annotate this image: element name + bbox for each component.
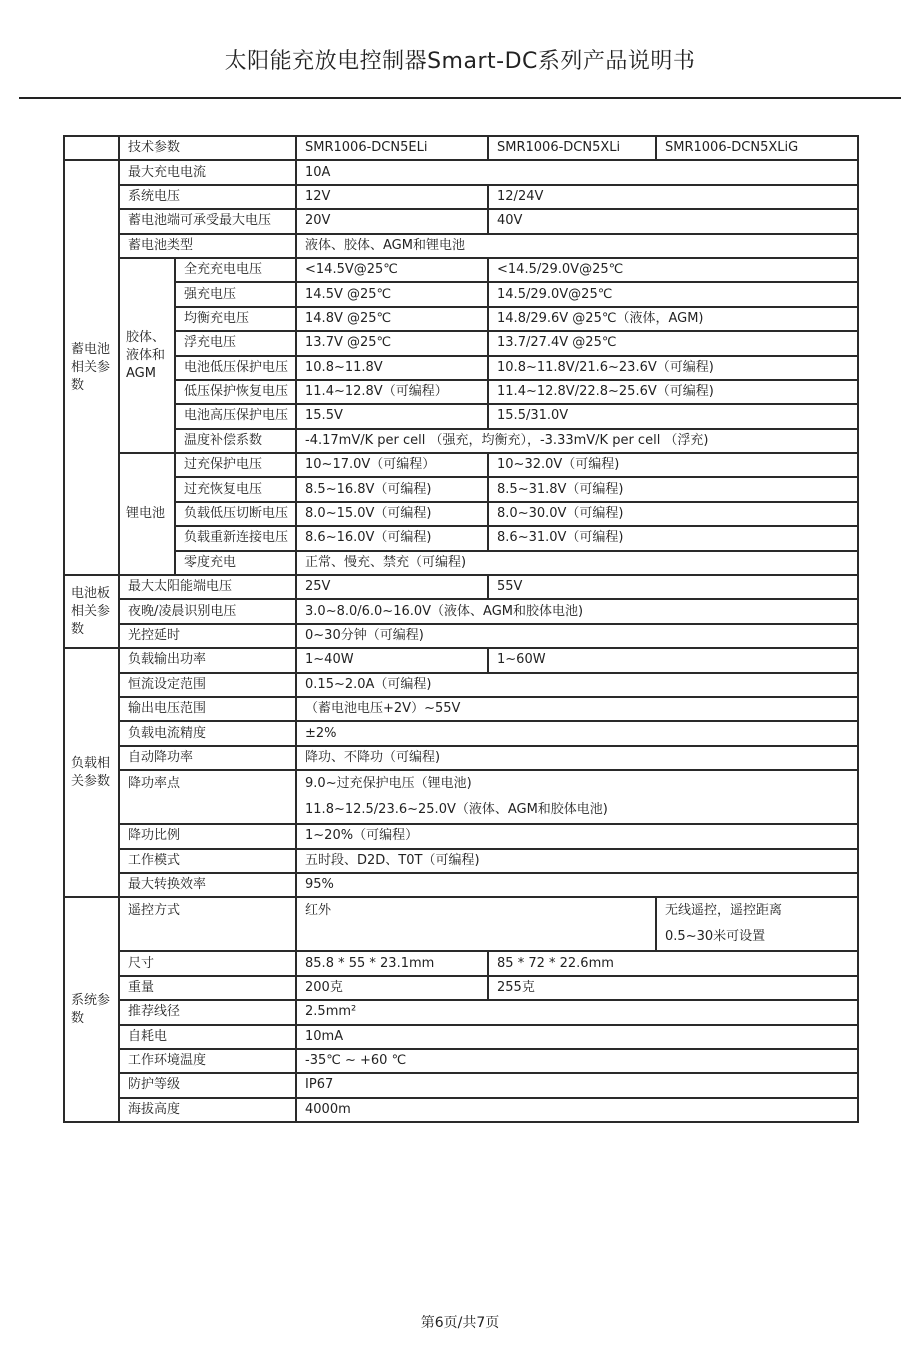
row-value-1: 14.5V @25℃	[296, 282, 488, 306]
row-label: 强充电压	[175, 282, 296, 306]
row-value-1: 85.8 * 55 * 23.1mm	[296, 951, 488, 975]
row-label: 工作环境温度	[119, 1049, 296, 1073]
row-label: 浮充电压	[175, 331, 296, 355]
row-value-2: 14.8/29.6V @25℃（液体，AGM)	[488, 307, 858, 331]
row-value: 2.5mm²	[296, 1000, 858, 1024]
row-value-2: 8.0~30.0V（可编程)	[488, 502, 858, 526]
row-value-2: 15.5/31.0V	[488, 404, 858, 428]
subgroup-lithium: 锂电池	[119, 453, 175, 575]
table-row	[64, 897, 858, 951]
row-value-2: 8.6~31.0V（可编程)	[488, 526, 858, 550]
page-title: 太阳能充放电控制器Smart-DC系列产品说明书	[224, 49, 696, 74]
row-label: 低压保护恢复电压	[175, 380, 296, 404]
row-label: 最大太阳能端电压	[119, 575, 296, 599]
row-label: 电池低压保护电压	[175, 356, 296, 380]
row-value: 95%	[296, 873, 858, 897]
header-model-1: SMR1006-DCN5ELi	[296, 136, 488, 160]
table-row	[64, 526, 858, 550]
table-row	[64, 976, 858, 1000]
row-label: 负载输出功率	[119, 648, 296, 672]
header-model-2: SMR1006-DCN5XLi	[488, 136, 656, 160]
row-value-2: 40V	[488, 209, 858, 233]
row-value: 液体、胶体、AGM和锂电池	[296, 234, 858, 258]
row-value: -35℃ ~ +60 ℃	[296, 1049, 858, 1073]
row-value-1: 15.5V	[296, 404, 488, 428]
row-label: 零度充电	[175, 551, 296, 575]
row-value-2: 85 * 72 * 22.6mm	[488, 951, 858, 975]
table-row	[64, 624, 858, 648]
header-label: 技术参数	[119, 136, 296, 160]
table-row	[64, 477, 858, 501]
header-empty-cell	[64, 136, 119, 160]
row-value-2: 10.8~11.8V/21.6~23.6V（可编程)	[488, 356, 858, 380]
table-row	[64, 599, 858, 623]
row-value-1: 20V	[296, 209, 488, 233]
row-value-1: <14.5V@25℃	[296, 258, 488, 282]
row-value: 10A	[296, 160, 858, 184]
row-value-2: 55V	[488, 575, 858, 599]
table-header-row	[64, 136, 858, 160]
group-system: 系统参数	[64, 897, 119, 1122]
table-row	[64, 185, 858, 209]
table-row	[64, 1000, 858, 1024]
row-value: 3.0~8.0/6.0~16.0V（液体、AGM和胶体电池)	[296, 599, 858, 623]
table-row	[64, 160, 858, 184]
table-row	[64, 746, 858, 770]
title-divider	[19, 97, 901, 99]
row-value-1: 8.6~16.0V（可编程)	[296, 526, 488, 550]
row-value-2: 255克	[488, 976, 858, 1000]
remote-wireless-line-1: 无线遥控，遥控距离	[665, 903, 783, 919]
derate-point-line-2: 11.8~12.5/23.6~25.0V（液体、AGM和胶体电池)	[305, 802, 608, 818]
row-value-1: 13.7V @25℃	[296, 331, 488, 355]
table-row	[64, 648, 858, 672]
row-value: 10mA	[296, 1025, 858, 1049]
row-label: 过充恢复电压	[175, 477, 296, 501]
row-label: 海拔高度	[119, 1098, 296, 1122]
row-value-2: 14.5/29.0V@25℃	[488, 282, 858, 306]
row-label: 恒流设定范围	[119, 673, 296, 697]
table-row	[64, 575, 858, 599]
row-label: 输出电压范围	[119, 697, 296, 721]
row-value: ±2%	[296, 721, 858, 745]
row-label: 重量	[119, 976, 296, 1000]
row-value-1: 10~17.0V（可编程）	[296, 453, 488, 477]
row-value-1: 1~40W	[296, 648, 488, 672]
table-row	[64, 1098, 858, 1122]
row-label: 推荐线径	[119, 1000, 296, 1024]
row-value: IP67	[296, 1073, 858, 1097]
row-label: 尺寸	[119, 951, 296, 975]
row-value-2: 10~32.0V（可编程)	[488, 453, 858, 477]
row-value-2: 8.5~31.8V（可编程)	[488, 477, 858, 501]
row-label: 过充保护电压	[175, 453, 296, 477]
row-value-1: 8.5~16.8V（可编程)	[296, 477, 488, 501]
table-row	[64, 824, 858, 848]
row-value-2: <14.5/29.0V@25℃	[488, 258, 858, 282]
row-label: 防护等级	[119, 1073, 296, 1097]
group-battery: 蓄电池相关参数	[64, 160, 119, 575]
row-label: 负载低压切断电压	[175, 502, 296, 526]
row-label: 光控延时	[119, 624, 296, 648]
group-load: 负载相关参数	[64, 648, 119, 897]
row-value-2: 13.7/27.4V @25℃	[488, 331, 858, 355]
spec-table	[63, 135, 859, 1123]
row-label: 全充充电电压	[175, 258, 296, 282]
row-label: 系统电压	[119, 185, 296, 209]
row-label: 自耗电	[119, 1025, 296, 1049]
row-label: 负载重新连接电压	[175, 526, 296, 550]
table-row	[64, 551, 858, 575]
table-row	[64, 258, 858, 282]
table-row	[64, 209, 858, 233]
table-row	[64, 502, 858, 526]
table-row	[64, 234, 858, 258]
row-value-3	[656, 897, 858, 951]
table-row	[64, 673, 858, 697]
row-value: 五时段、D2D、T0T（可编程)	[296, 849, 858, 873]
row-value-1: 10.8~11.8V	[296, 356, 488, 380]
table-row	[64, 453, 858, 477]
table-row	[64, 282, 858, 306]
header-model-3: SMR1006-DCN5XLiG	[656, 136, 858, 160]
table-row	[64, 697, 858, 721]
table-row	[64, 849, 858, 873]
table-row	[64, 951, 858, 975]
row-value-1: 14.8V @25℃	[296, 307, 488, 331]
row-label: 均衡充电压	[175, 307, 296, 331]
row-value-2: 11.4~12.8V/22.8~25.6V（可编程)	[488, 380, 858, 404]
row-label: 电池高压保护电压	[175, 404, 296, 428]
table-row	[64, 307, 858, 331]
row-label: 夜晚/凌晨识别电压	[119, 599, 296, 623]
row-value: 4000m	[296, 1098, 858, 1122]
derate-point-line-1: 9.0~过充保护电压（锂电池)	[305, 776, 472, 792]
row-value: 正常、慢充、禁充（可编程)	[296, 551, 858, 575]
table-row	[64, 331, 858, 355]
page-indicator: 第6页/共7页	[420, 1315, 500, 1331]
table-row	[64, 873, 858, 897]
row-label: 温度补偿系数	[175, 429, 296, 453]
row-label: 蓄电池类型	[119, 234, 296, 258]
row-value-1: 红外	[296, 897, 656, 951]
row-value: （蓄电池电压+2V）~55V	[296, 697, 858, 721]
table-row	[64, 1073, 858, 1097]
table-row	[64, 380, 858, 404]
row-value	[296, 770, 858, 824]
row-label: 蓄电池端可承受最大电压	[119, 209, 296, 233]
table-row	[64, 404, 858, 428]
table-row	[64, 721, 858, 745]
group-panel: 电池板相关参数	[64, 575, 119, 648]
row-label: 最大转换效率	[119, 873, 296, 897]
row-label: 最大充电电流	[119, 160, 296, 184]
row-value-1: 25V	[296, 575, 488, 599]
table-row	[64, 1025, 858, 1049]
row-label: 工作模式	[119, 849, 296, 873]
row-value: 0.15~2.0A（可编程)	[296, 673, 858, 697]
table-row	[64, 1049, 858, 1073]
row-value: 1~20%（可编程）	[296, 824, 858, 848]
row-value: 0~30分钟（可编程)	[296, 624, 858, 648]
row-value: -4.17mV/K per cell （强充，均衡充），-3.33mV/K per cell （浮充)	[296, 429, 858, 453]
row-value-2: 1~60W	[488, 648, 858, 672]
row-label: 负载电流精度	[119, 721, 296, 745]
row-value-1: 12V	[296, 185, 488, 209]
row-label: 降功率点	[119, 770, 296, 824]
table-row	[64, 429, 858, 453]
row-label: 遥控方式	[119, 897, 296, 951]
row-value: 降功、不降功（可编程)	[296, 746, 858, 770]
row-value-1: 8.0~15.0V（可编程)	[296, 502, 488, 526]
row-value-1: 11.4~12.8V（可编程）	[296, 380, 488, 404]
row-value-2: 12/24V	[488, 185, 858, 209]
table-row	[64, 770, 858, 824]
row-label: 降功比例	[119, 824, 296, 848]
remote-wireless-line-2: 0.5~30米可设置	[665, 929, 766, 945]
row-value-1: 200克	[296, 976, 488, 1000]
subgroup-lead-acid: 胶体、液体和AGM	[119, 258, 175, 453]
row-label: 自动降功率	[119, 746, 296, 770]
table-row	[64, 356, 858, 380]
